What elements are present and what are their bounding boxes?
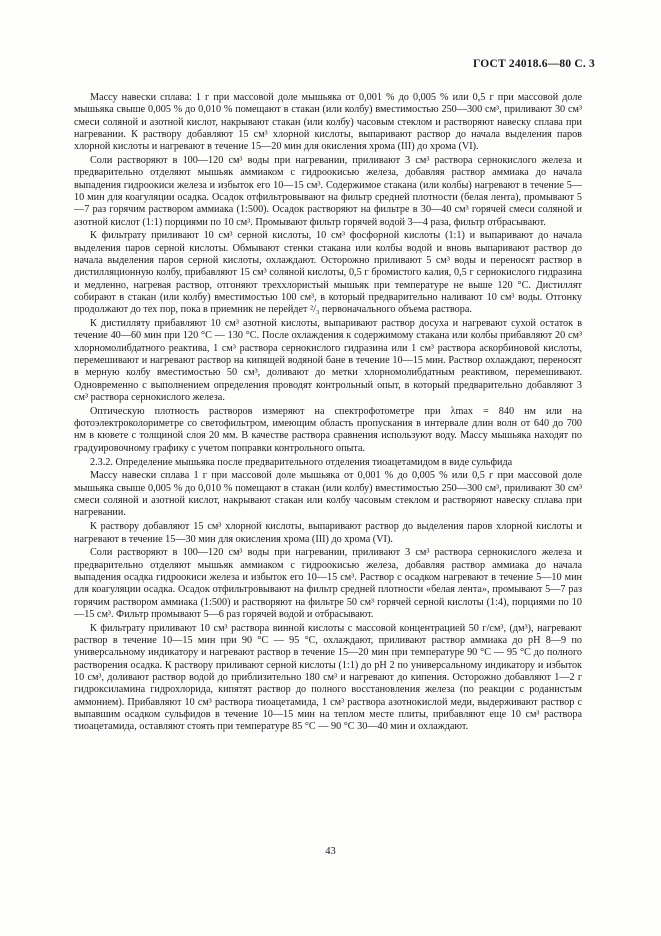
document-body [74,92,582,735]
paragraph: Массу навески сплава: 1 г при массовой доле мышьяка от 0,001 % до 0,005 % или 0,5 г при массовой доле мышьяка свыше 0,005 % до 0,010 % помещают в стакан (или колбу) вместимостью 250—300 см³, приливают 30 см³ смеси соляной и азотной кислот, накрывают стакан (или колбу) часовым стеклом и растворяют навеску сплава при нагревании. К раствору добавляют 15 см³ хлорной кислоты, выпаривают раствор до начала выделения паров хлорной кислоты и нагревают в течение 15—20 мин для окисления хрома (III) до хрома (VI). [74,92,582,153]
paragraph: Соли растворяют в 100—120 см³ воды при нагревании, приливают 3 см³ раствора сернокислого железа и предварительно отделяют мышьяк аммиаком с гидроокисью железа, добавляя раствор аммиака до начала выпадения гидроокиси железа и избыток его 10—15 см³. Содержимое стакана (или колбы) нагревают в течение 5—10 мин для коагуляции осадка. Осадок отфильтровывают на фильтр средней плотности (белая лента), промывают 5—7 раз горячим раствором аммиака (1:500). Осадок растворяют на фильтре в 30—40 см³ горячей смеси соляной и азотной кислот (1:1) порциями по 10 см³. Промывают фильтр горячей водой 3—4 раза, фильтр отбрасывают. [74,155,582,228]
paragraph: К раствору добавляют 15 см³ хлорной кислоты, выпаривают раствор до выделения паров хлорной кислоты и нагревают в течение 15—30 мин для окисления хрома (III) до хрома (VI). [74,521,582,545]
page-number: 43 [325,846,336,857]
section-heading: 2.3.2. Определение мышьяка после предварительного отделения тиоацетамидом в виде сульфида [90,456,513,468]
paragraph: К фильтрату приливают 10 см³ серной кислоты, 10 см³ фосфорной кислоты (1:1) и выпаривают до начала выделения паров серной кислоты. Обмывают стенки стакана или колбы водой и вновь выпаривают раствор до начала выделения паров серной кислоты, охлаждают. Осторожно приливают 5 см³ воды и переносят раствор в дистилляционную колбу, прибавляют 15 см³ соляной кислоты, 0,5 г бромистого калия, 0,5 г сернокислого гидразина и медленно, нагревая раствор, отгоняют треххлористый мышьяк при температуре не выше 120 °С. Дистиллят собирают в стакан (или колбу) вместимостью 100 см³, в который предварительно наливают 10 см³ воды. Отгонку продолжают до тех пор, пока в приемник не перейдет ²/₃ первоначального объема раствора. [74,230,582,316]
paragraph: Массу навески сплава 1 г при массовой доле мышьяка от 0,001 % до 0,005 % или 0,5 г при массовой доле мышьяка свыше 0,005 % до 0,010 % помещают в стакан (или колбу) вместимостью 250—300 см³, приливают 30 см³ смеси соляной и азотной кислот, накрывают стакан или колбу часовым стеклом и растворяют навеску сплава при нагревании. [74,470,582,519]
paragraph: К дистилляту прибавляют 10 см³ азотной кислоты, выпаривают раствор досуха и нагревают сухой остаток в течение 40—60 мин при 120 °С — 130 °С. После охлаждения к содержимому стакана или колбы прибавляют 20 см³ хлорномолибдатного реактива, 1 см³ раствора сернокислого гидразина или 1 см³ раствора аскорбиновой кислоты, перемешивают и нагревают раствор на кипящей водяной бане в течение 10—15 мин. Раствор охлаждают, переносят в мерную колбу вместимостью 50 см³, доливают до метки хлорномолибдатным реактивом, перемешивают. Одновременно с выполнением определения проводят контрольный опыт, в который предварительно добавляют 3 см³ раствора сернокислого железа. [74,318,582,403]
paragraph: К фильтрату приливают 10 см³ раствора винной кислоты с массовой концентрацией 50 г/см³, (дм³), нагревают раствор в течение 10—15 мин при 90 °С — 95 °С, охлаждают, приливают раствор аммиака до рН 8—9 по универсальному индикатору и нагревают раствор в течение 15—20 мин при температуре 90 °С — 95 °С до полного растворения осадка. К раствору приливают серной кислоты (1:1) до рН 2 по универсальному индикатору и избыток 10 см³, доливают раствор водой до приблизительно 180 см³ и нагревают до кипения. Осторожно добавляют 1—2 г гидроксиламина гидрохлорида, кипятят раствор до полного восстановления железа (по реакции с роданистым аммонием). Прибавляют 10 см³ раствора тиоацетамида, 1 см³ раствора азотнокислой меди, выдерживают раствор с выпавшим осадком сульфидов в течение 10—15 мин на теплом месте плиты, прибавляют еще 10 см³ раствора тиоацетамида, оставляют стоять при температуре 85 °С — 90 °С 30—40 мин и охлаждают. [74,622,582,733]
page-header: ГОСТ 24018.6—80 С. 3 [472,58,595,70]
paragraph: Соли растворяют в 100—120 см³ воды при нагревании, приливают 3 см³ раствора сернокислого железа и предварительно отделяют мышьяк аммиаком с гидроокисью железа, добавляя раствор аммиака до начала выпадения осадка гидроокиси железа и избыток его 10—15 см³. Раствор с осадком нагревают в течение 5—10 мин для коагуляции осадка. Осадок отфильтровывают на фильтр средней плотности «белая лента», промывают 5—7 раз горячим раствором аммиака (1:500) и растворяют на фильтре 50 см³ горячей серной кислоты (1:4), порциями по 10—15 см³. Фильтр промывают 5—6 раз горячей водой и отбрасывают. [74,547,582,620]
paragraph: Оптическую плотность растворов измеряют на спектрофотометре при λmax = 840 нм или на фотоэлектроколориметре со светофильтром, имеющим область пропускания в интервале длин волн от 640 до 700 нм в кювете с толщиной слоя 20 мм. В качестве раствора сравнения используют воду. Массу мышьяка находят по градуировочному графику с учетом поправки контрольного опыта. [74,405,582,454]
